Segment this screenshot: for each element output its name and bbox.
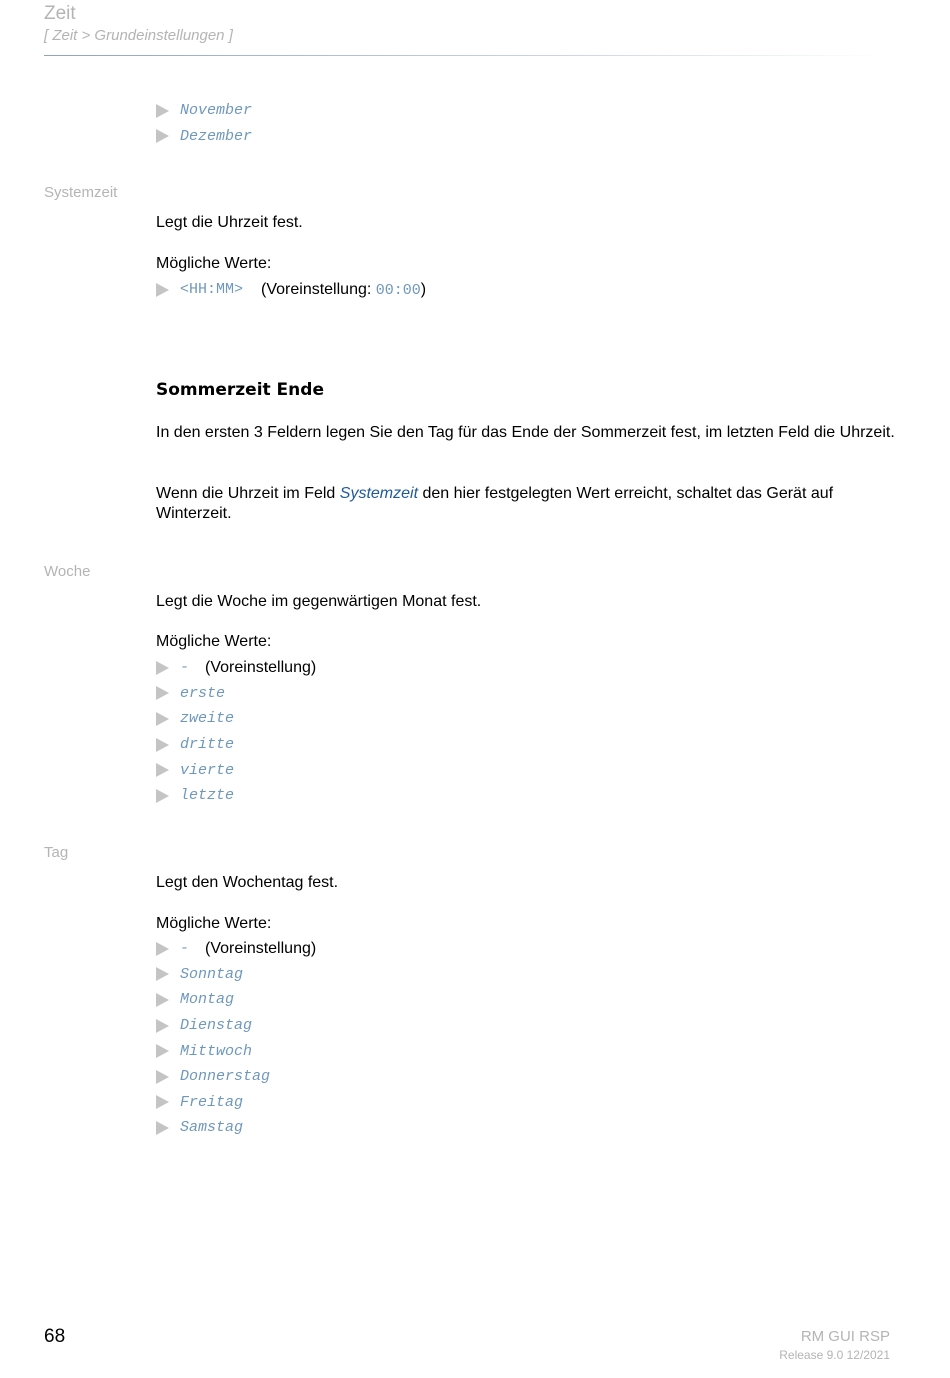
value-code: - xyxy=(180,940,190,958)
list-item xyxy=(156,1090,316,1116)
systemzeit-values-list xyxy=(156,277,426,303)
list-item xyxy=(156,936,316,962)
systemzeit-values-heading: Mögliche Werte: xyxy=(156,255,272,272)
value-code: Freitag xyxy=(180,1093,244,1111)
list-item xyxy=(156,757,316,783)
list-item xyxy=(156,1013,316,1039)
bullet-triangle-icon xyxy=(156,283,169,297)
field-label-woche: Woche xyxy=(44,563,91,580)
woche-values-list xyxy=(156,655,316,809)
bullet-triangle-icon xyxy=(156,1121,169,1135)
list-item xyxy=(156,124,252,150)
footer-release: Release 9.0 12/2021 xyxy=(779,1348,890,1362)
breadcrumb: [ Zeit > Grundeinstellungen ] xyxy=(44,27,233,44)
list-item xyxy=(156,987,316,1013)
tag-values-heading: Mögliche Werte: xyxy=(156,915,272,932)
value-code: November xyxy=(180,102,253,120)
bullet-triangle-icon xyxy=(156,1019,169,1033)
bullet-triangle-icon xyxy=(156,1044,169,1058)
bullet-triangle-icon xyxy=(156,129,169,143)
default-note: (Voreinstellung) xyxy=(205,939,317,957)
value-code: - xyxy=(180,659,190,677)
value-code: dritte xyxy=(180,736,235,754)
list-item xyxy=(156,277,426,303)
value-code: vierte xyxy=(180,761,235,779)
list-item xyxy=(156,1064,316,1090)
bullet-triangle-icon xyxy=(156,967,169,981)
value-code: Donnerstag xyxy=(180,1068,271,1086)
list-item xyxy=(156,1038,316,1064)
list-item xyxy=(156,1115,316,1141)
default-suffix: ) xyxy=(420,280,427,298)
section-paragraph-2 xyxy=(156,484,896,524)
bullet-triangle-icon xyxy=(156,942,169,956)
default-prefix: (Voreinstellung: xyxy=(261,280,376,298)
list-item xyxy=(156,98,252,124)
list-item xyxy=(156,962,316,988)
value-code: Samstag xyxy=(180,1119,244,1137)
bullet-triangle-icon xyxy=(156,1095,169,1109)
list-item xyxy=(156,681,316,707)
woche-values-heading: Mögliche Werte: xyxy=(156,633,272,650)
value-code: zweite xyxy=(180,710,235,728)
page-header-title: Zeit xyxy=(44,3,76,24)
value-code: <HH:MM> xyxy=(180,281,244,299)
bullet-triangle-icon xyxy=(156,104,169,118)
value-code: Sonntag xyxy=(180,965,244,983)
bullet-triangle-icon xyxy=(156,661,169,675)
systemzeit-link[interactable]: Systemzeit xyxy=(339,485,419,502)
para2-text-pre: Wenn die Uhrzeit im Feld xyxy=(156,485,340,502)
value-code: Montag xyxy=(180,991,235,1009)
default-note xyxy=(261,281,426,299)
bullet-triangle-icon xyxy=(156,1070,169,1084)
list-item xyxy=(156,732,316,758)
default-value: 00:00 xyxy=(375,281,421,299)
bullet-triangle-icon xyxy=(156,993,169,1007)
para2-text-post: den hier festgelegten Wert erreicht, schaltet das Gerät auf Winterzeit. xyxy=(156,485,834,522)
bullet-triangle-icon xyxy=(156,789,169,803)
value-code: erste xyxy=(180,684,226,702)
section-paragraph-1: In den ersten 3 Feldern legen Sie den Tag für das Ende der Sommerzeit fest, im letzten Feld die Uhrzeit. xyxy=(156,424,895,441)
field-label-tag: Tag xyxy=(44,844,69,861)
list-item xyxy=(156,706,316,732)
month-values-list xyxy=(156,98,252,149)
footer-product: RM GUI RSP xyxy=(800,1328,890,1345)
section-heading: Sommerzeit Ende xyxy=(156,380,324,400)
field-label-systemzeit: Systemzeit xyxy=(44,184,118,201)
bullet-triangle-icon xyxy=(156,763,169,777)
default-note: (Voreinstellung) xyxy=(205,658,317,676)
bullet-triangle-icon xyxy=(156,738,169,752)
value-code: Dezember xyxy=(180,127,253,145)
value-code: Mittwoch xyxy=(180,1042,253,1060)
tag-values-list xyxy=(156,936,316,1141)
header-divider xyxy=(44,55,884,56)
bullet-triangle-icon xyxy=(156,712,169,726)
page-number: 68 xyxy=(44,1326,66,1347)
value-code: Dienstag xyxy=(180,1017,253,1035)
systemzeit-description: Legt die Uhrzeit fest. xyxy=(156,214,303,231)
bullet-triangle-icon xyxy=(156,686,169,700)
woche-description: Legt die Woche im gegenwärtigen Monat fest. xyxy=(156,593,482,610)
tag-description: Legt den Wochentag fest. xyxy=(156,874,339,891)
value-code: letzte xyxy=(180,787,235,805)
list-item xyxy=(156,655,316,681)
list-item xyxy=(156,783,316,809)
